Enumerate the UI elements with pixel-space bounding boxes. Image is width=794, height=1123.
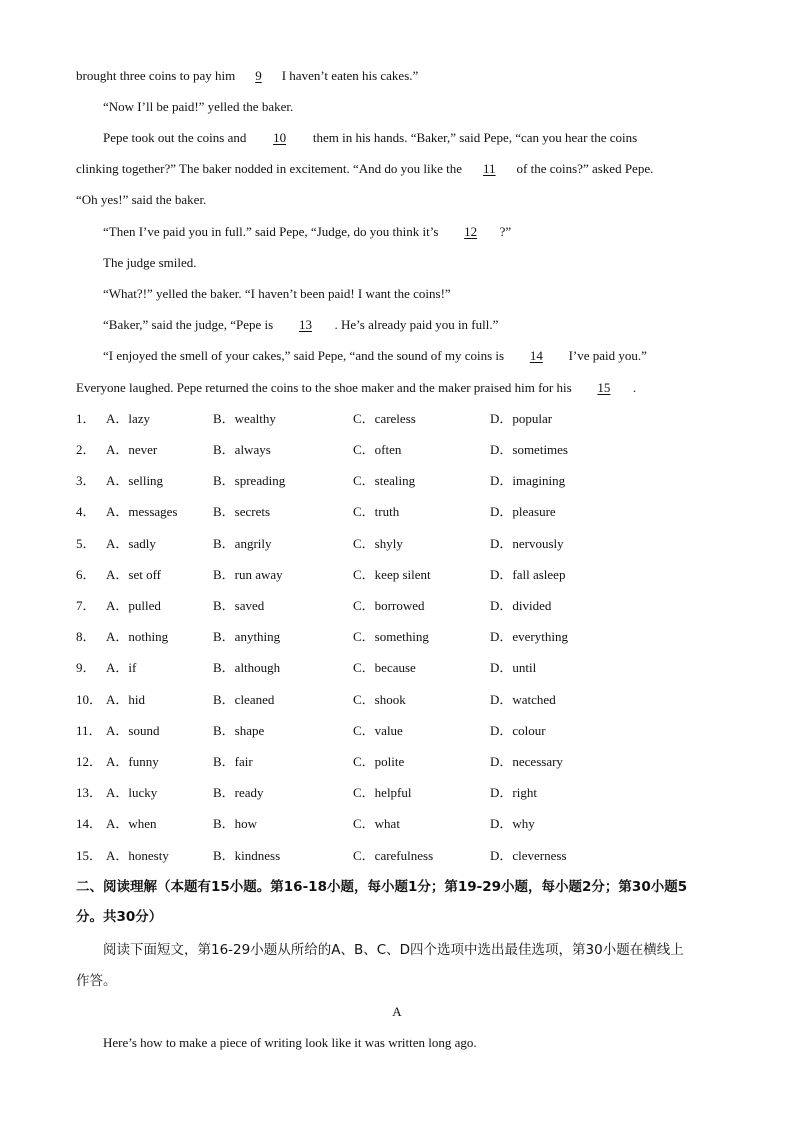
question-row — [76, 692, 716, 708]
option-c[interactable]: C．shook — [353, 692, 406, 707]
section-heading-cont: 分。共30分） — [76, 909, 163, 925]
passage-line: “I enjoyed the smell of your cakes,” said Pepe, “and the sound of my coins is 14 I’ve paid you.” — [103, 348, 647, 363]
question-row — [76, 567, 716, 583]
option-c[interactable]: C．carefulness — [353, 848, 434, 863]
option-c[interactable]: C．careless — [353, 411, 416, 426]
passage-label: A — [392, 1004, 402, 1019]
option-d[interactable]: D．watched — [490, 692, 556, 707]
passage-line: “Baker,” said the judge, “Pepe is 13 . He’s already paid you in full.” — [103, 317, 499, 332]
question-row — [76, 442, 716, 458]
option-a[interactable]: A．selling — [106, 473, 164, 488]
option-d[interactable]: D．colour — [490, 723, 546, 738]
option-c[interactable]: C．what — [353, 816, 400, 831]
option-a[interactable]: A．hid — [106, 692, 146, 707]
blank-13: 13 — [298, 317, 312, 332]
question-row — [76, 473, 716, 489]
option-b[interactable]: B．how — [213, 816, 258, 831]
passage-line: “What?!” yelled the baker. “I haven’t been paid! I want the coins!” — [103, 286, 451, 301]
question-row — [76, 536, 716, 552]
option-c[interactable]: C．because — [353, 660, 416, 675]
option-d[interactable]: D．everything — [490, 629, 568, 644]
option-d[interactable]: D．nervously — [490, 536, 564, 551]
option-b[interactable]: B．cleaned — [213, 692, 275, 707]
blank-11: 11 — [483, 161, 496, 176]
question-number: 1． — [76, 411, 96, 426]
option-b[interactable]: B．always — [213, 442, 271, 457]
option-b[interactable]: B．ready — [213, 785, 264, 800]
option-c[interactable]: C．value — [353, 723, 403, 738]
option-d[interactable]: D．fall asleep — [490, 567, 566, 582]
option-b[interactable]: B．fair — [213, 754, 253, 769]
option-c[interactable]: C．often — [353, 442, 402, 457]
option-d[interactable]: D．why — [490, 816, 535, 831]
option-c[interactable]: C．something — [353, 629, 429, 644]
option-a[interactable]: A．nothing — [106, 629, 169, 644]
question-row — [76, 598, 716, 614]
question-number: 13． — [76, 785, 103, 800]
question-number: 15． — [76, 848, 103, 863]
option-d[interactable]: D．necessary — [490, 754, 563, 769]
option-d[interactable]: D．divided — [490, 598, 552, 613]
question-number: 2． — [76, 442, 96, 457]
option-a[interactable]: A．set off — [106, 567, 162, 582]
option-c[interactable]: C．helpful — [353, 785, 412, 800]
question-row — [76, 660, 716, 676]
question-row — [76, 816, 716, 832]
option-c[interactable]: C．shyly — [353, 536, 403, 551]
question-number: 10． — [76, 692, 103, 707]
blank-15: 15 — [597, 380, 611, 395]
question-row — [76, 723, 716, 739]
option-b[interactable]: B．secrets — [213, 504, 271, 519]
passage-line: “Then I’ve paid you in full.” said Pepe, “Judge, do you think it’s 12 ?” — [103, 224, 512, 239]
question-number: 14． — [76, 816, 103, 831]
option-c[interactable]: C．truth — [353, 504, 400, 519]
option-a[interactable]: A．messages — [106, 504, 178, 519]
question-row — [76, 754, 716, 770]
question-number: 4． — [76, 504, 96, 519]
question-number: 11． — [76, 723, 102, 738]
option-a[interactable]: A．if — [106, 660, 137, 675]
question-number: 3． — [76, 473, 96, 488]
option-d[interactable]: D．until — [490, 660, 537, 675]
question-number: 7． — [76, 598, 96, 613]
question-number: 5． — [76, 536, 96, 551]
option-a[interactable]: A．sadly — [106, 536, 156, 551]
passage-line: Everyone laughed. Pepe returned the coins to the shoe maker and the maker praised him for his 15 . — [76, 380, 637, 395]
blank-10: 10 — [273, 130, 287, 145]
option-a[interactable]: A．honesty — [106, 848, 169, 863]
option-a[interactable]: A．when — [106, 816, 157, 831]
option-a[interactable]: A．sound — [106, 723, 160, 738]
option-d[interactable]: D．cleverness — [490, 848, 567, 863]
option-c[interactable]: C．borrowed — [353, 598, 425, 613]
passage-line: The judge smiled. — [103, 255, 197, 270]
option-a[interactable]: A．pulled — [106, 598, 161, 613]
option-a[interactable]: A．never — [106, 442, 158, 457]
section-instructions-cont: 作答。 — [76, 973, 117, 989]
option-b[interactable]: B．angrily — [213, 536, 272, 551]
option-b[interactable]: B．kindness — [213, 848, 281, 863]
option-d[interactable]: D．imagining — [490, 473, 566, 488]
passage-line: Pepe took out the coins and 10 them in his hands. “Baker,” said Pepe, “can you hear the coins — [103, 130, 638, 145]
blank-9: 9 — [255, 68, 262, 83]
blank-12: 12 — [464, 224, 478, 239]
option-b[interactable]: B．anything — [213, 629, 281, 644]
question-row — [76, 411, 716, 427]
question-number: 9． — [76, 660, 96, 675]
question-row — [76, 848, 716, 864]
question-number: 6． — [76, 567, 96, 582]
option-b[interactable]: B．saved — [213, 598, 265, 613]
option-a[interactable]: A．lazy — [106, 411, 151, 426]
section-heading: 二、阅读理解（本题有15小题。第16-18小题，每小题1分；第19-29小题，每小题2分；第30小题5 — [76, 879, 688, 895]
question-number: 12． — [76, 754, 103, 769]
option-b[interactable]: B．spreading — [213, 473, 286, 488]
option-d[interactable]: D．sometimes — [490, 442, 568, 457]
blank-14: 14 — [529, 348, 543, 363]
passage-intro: Here’s how to make a piece of writing look like it was written long ago. — [103, 1035, 477, 1050]
passage-line: “Oh yes!” said the baker. — [76, 192, 207, 207]
question-row — [76, 504, 716, 520]
passage-line: brought three coins to pay him 9 I haven’t eaten his cakes.” — [76, 68, 419, 83]
option-b[interactable]: B．shape — [213, 723, 265, 738]
option-a[interactable]: A．lucky — [106, 785, 158, 800]
option-c[interactable]: C．stealing — [353, 473, 416, 488]
option-d[interactable]: D．popular — [490, 411, 553, 426]
option-a[interactable]: A．funny — [106, 754, 159, 769]
question-row — [76, 629, 716, 645]
option-c[interactable]: C．keep silent — [353, 567, 431, 582]
section-instructions: 阅读下面短文，第16-29小题从所给的A、B、C、D四个选项中选出最佳选项，第30小题在横线上 — [103, 942, 684, 958]
option-d[interactable]: D．right — [490, 785, 537, 800]
option-b[interactable]: B．although — [213, 660, 281, 675]
option-b[interactable]: B．run away — [213, 567, 283, 582]
passage-line: clinking together?” The baker nodded in excitement. “And do you like the 11 of the coins?” asked Pepe. — [76, 161, 654, 176]
option-c[interactable]: C．polite — [353, 754, 405, 769]
question-number: 8． — [76, 629, 96, 644]
question-row — [76, 785, 716, 801]
option-d[interactable]: D．pleasure — [490, 504, 556, 519]
option-b[interactable]: B．wealthy — [213, 411, 276, 426]
passage-line: “Now I’ll be paid!” yelled the baker. — [103, 99, 294, 114]
